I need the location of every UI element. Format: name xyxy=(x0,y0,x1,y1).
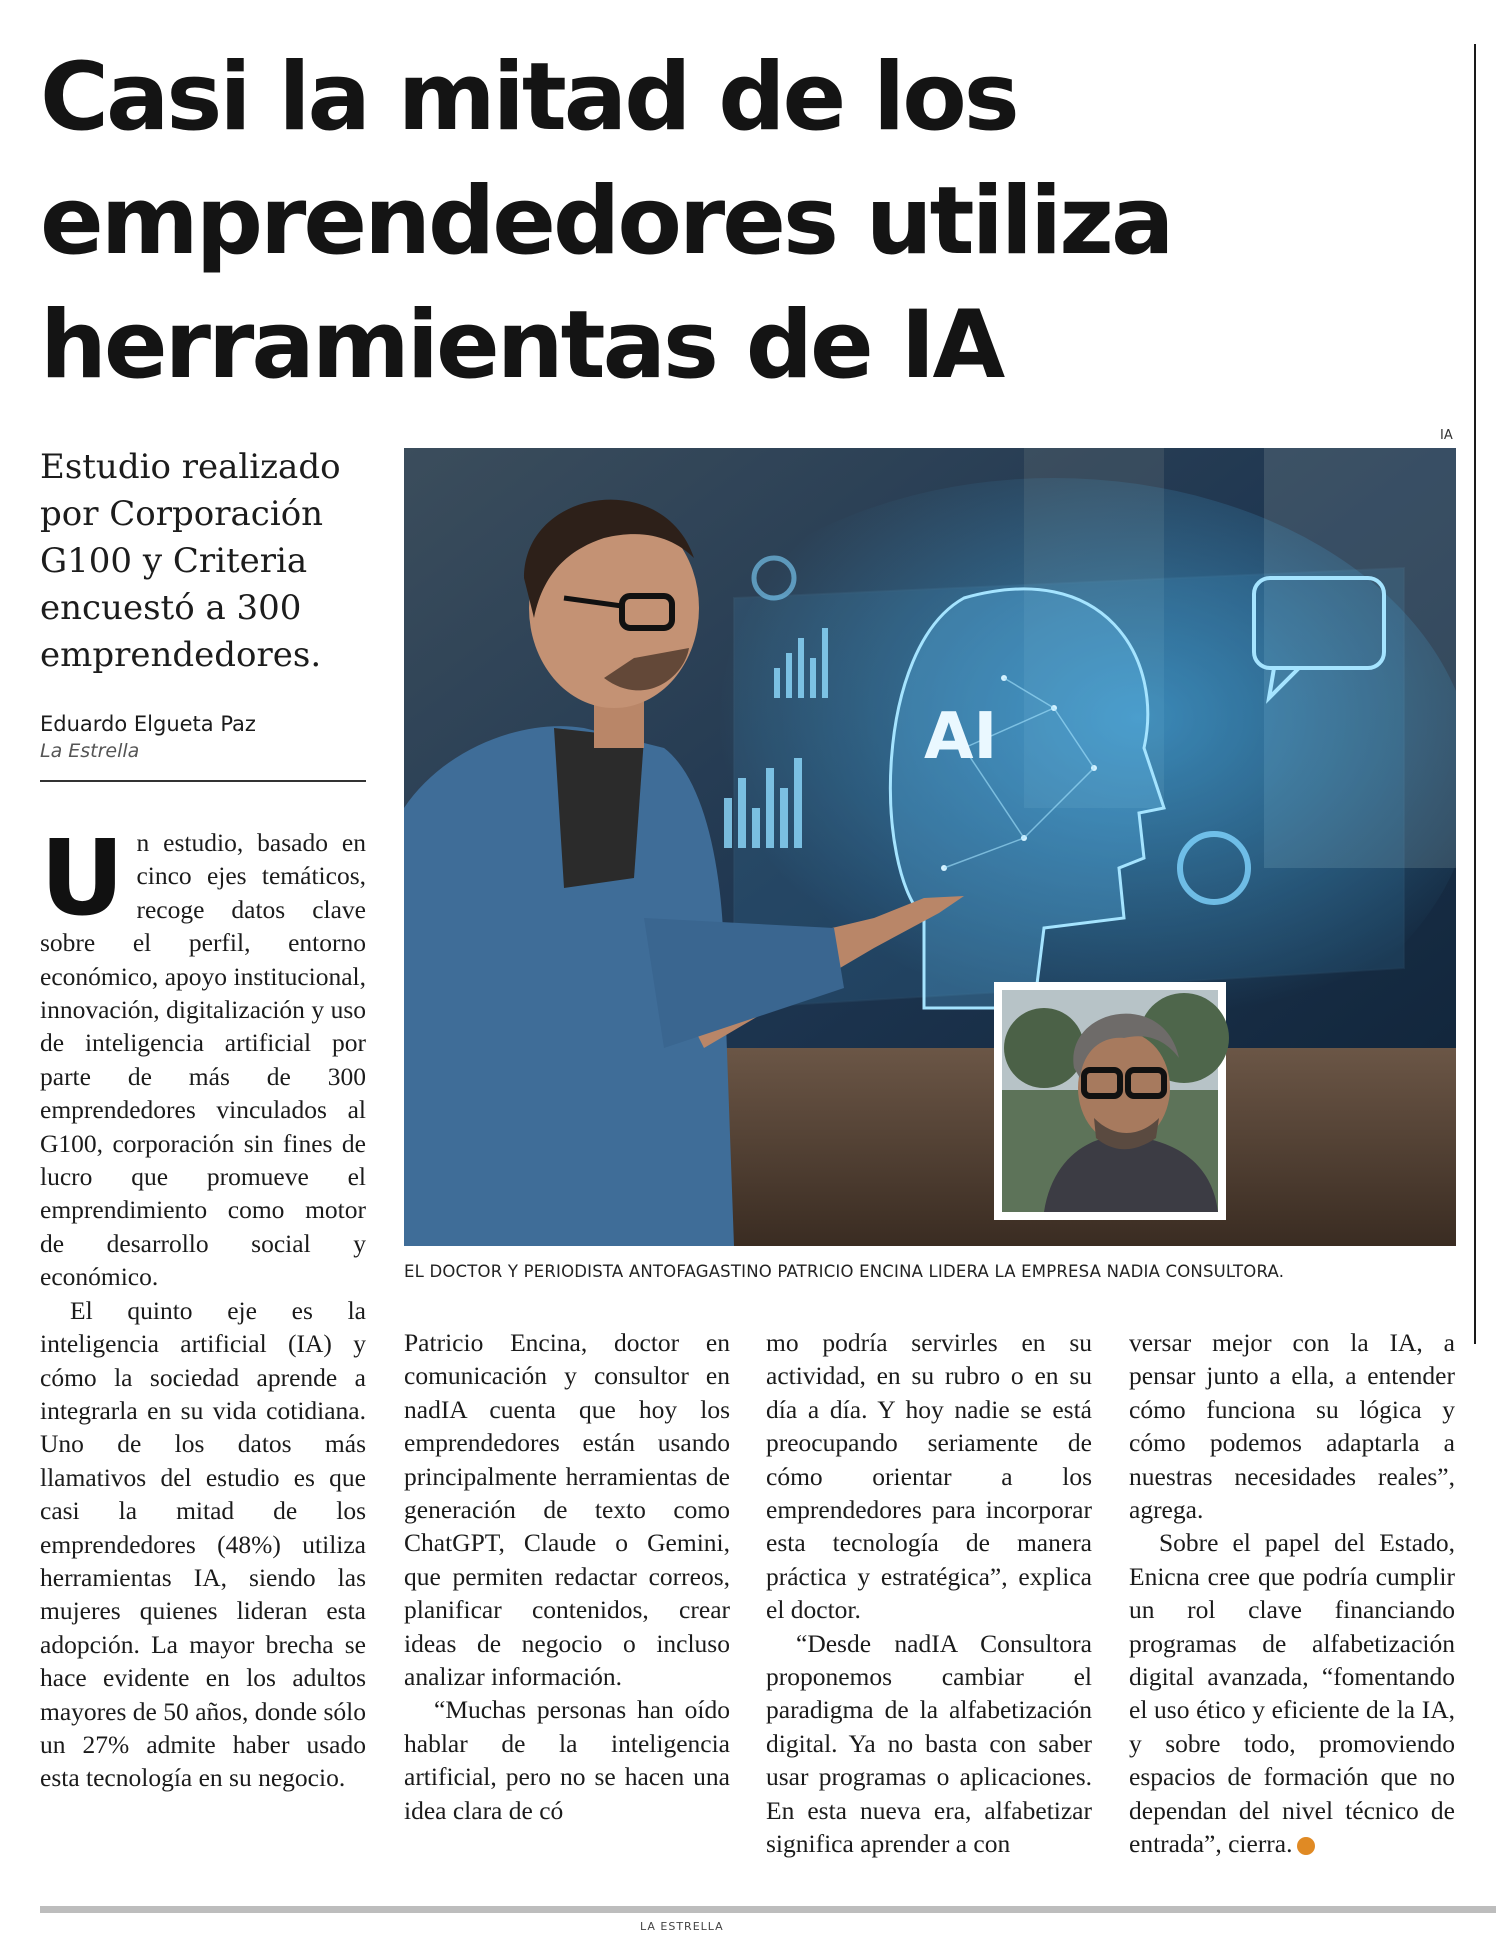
headline xyxy=(40,36,1440,408)
dek: Estudio realizado por Corporación G100 y Criteria encuestó a 300 emprendedores. xyxy=(40,447,341,675)
photo-credit: IA xyxy=(1440,428,1453,443)
body-paragraph: mo podría servirles en su actividad, en su rubro o en su día a día. Y hoy nadie se está preocupando seriamente de cómo orientar a los emprendedores para incorporar esta tecnología de manera práctica y estratégica”, explica el doctor. xyxy=(766,1328,1092,1625)
byline-divider xyxy=(40,780,366,782)
screen-ai-label: AI xyxy=(924,700,998,774)
column-divider xyxy=(1474,44,1476,1344)
photo-illustration xyxy=(404,448,1456,1246)
body-paragraph: “Desde nadIA Consultora proponemos cambiar el paradigma de la alfabetización digital. Ya no basta con saber usar programas o aplicaciones. En esta nueva era, alfabetizar significa aprender a con xyxy=(766,1628,1092,1859)
byline-source: La Estrella xyxy=(40,740,140,762)
paragraph-text: Sobre el papel del Estado, Enicna cree que podría cumplir un rol clave financiando programas de alfabetización digital avanzada, “fomentando el uso ético y eficiente de la IA, y sobre todo, promoviendo espacios de formación que no dependan del nivel técnico de entrada”, cierra. xyxy=(1129,1528,1455,1859)
main-photo xyxy=(404,448,1456,1246)
body-paragraph: “Muchas personas han oído hablar de la inteligencia artificial, pero no se hacen una idea clara de có xyxy=(404,1695,730,1825)
body-column-3 xyxy=(766,1326,1092,1861)
paragraph-text: n estudio, basado en cinco ejes temáticos, recoge datos clave sobre el perfil, entorno económico, apoyo institucional, innovación, digitalización y uso de inteligencia artificial por parte de más de 300 emprendedores vinculados al G100, corporación sin fines de lucro que promueve el emprendimiento como motor de desarrollo social y económico. xyxy=(40,828,366,1292)
byline-author: Eduardo Elgueta Paz xyxy=(40,712,256,736)
body-paragraph xyxy=(1129,1526,1455,1860)
footer-label: LA ESTRELLA xyxy=(640,1920,724,1933)
body-paragraph: versar mejor con la IA, a pensar junto a ella, a entender cómo funciona su lógica y cómo podemos adaptarla a nuestras necesidades reales”, agrega. xyxy=(1129,1328,1455,1525)
body-column-4 xyxy=(1129,1326,1455,1861)
drop-cap: U xyxy=(40,817,125,939)
headline-line: herramientas de IA xyxy=(40,291,1003,400)
body-paragraph xyxy=(40,817,366,1294)
body-paragraph: El quinto eje es la inteligencia artificial (IA) y cómo la sociedad aprende a integrarla en su vida cotidiana. Uno de los datos más llamativos del estudio es que casi la mitad de los emprendedores (48%) utiliza herramientas IA, siendo las mujeres quienes lideran esta adopción. La mayor brecha se hace evidente en los adultos mayores de 50 años, donde sólo un 27% admite haber usado esta tecnología en su negocio. xyxy=(40,1295,366,1793)
body-column-1 xyxy=(40,817,366,1795)
headline-line: Casi la mitad de los xyxy=(40,43,1017,152)
body-column-2 xyxy=(404,1326,730,1827)
end-mark-icon: ✪ xyxy=(1297,1837,1315,1855)
headline-line: emprendedores utiliza xyxy=(40,167,1172,276)
body-paragraph: Patricio Encina, doctor en comunicación y consultor en nadIA cuenta que hoy los emprendedores están usando principalmente herramientas de generación de texto como ChatGPT, Claude o Gemini, que permiten redactar correos, planificar contenidos, crear ideas de negocio o incluso analizar información. xyxy=(404,1328,730,1692)
inset-photo xyxy=(994,982,1229,1220)
photo-caption: EL DOCTOR Y PERIODISTA ANTOFAGASTINO PATRICIO ENCINA LIDERA LA EMPRESA NADIA CONSULTORA. xyxy=(404,1262,1285,1281)
bottom-rule xyxy=(40,1906,1496,1913)
